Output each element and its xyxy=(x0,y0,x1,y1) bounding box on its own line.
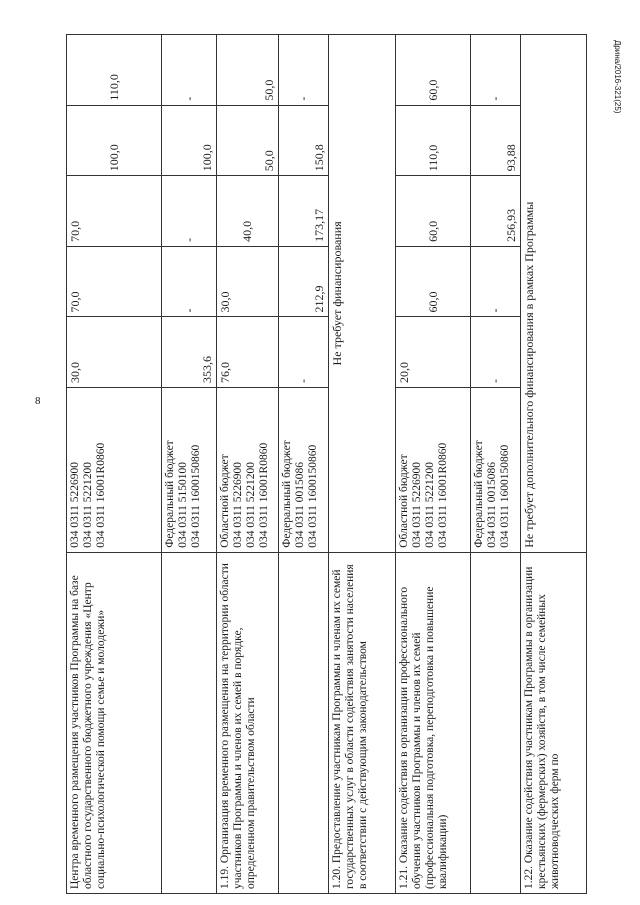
value-cell: 100,0 xyxy=(67,105,162,176)
value-cell: 50,0 xyxy=(217,105,279,176)
table-row xyxy=(67,35,162,894)
value-cell: 20,0 xyxy=(396,317,471,388)
value-cell: - xyxy=(162,176,217,247)
value-cell: 70,0 xyxy=(67,246,162,317)
value-cell: - xyxy=(279,317,329,388)
value-cell: 110,0 xyxy=(67,35,162,106)
row-description: Центра временного размещения участников Программы на базе областного государственного бюджетного учреждения «Центр социально-психологической помощи семье и молодежи» xyxy=(67,552,162,893)
value-cell: 100,0 xyxy=(162,105,217,176)
value-cell: 173,17 xyxy=(279,176,329,247)
value-cell: 150,8 xyxy=(279,105,329,176)
value-cell: - xyxy=(162,35,217,106)
program-table xyxy=(66,34,587,894)
table-row xyxy=(396,35,471,894)
value-cell: 93,88 xyxy=(471,105,521,176)
row-description: 1.22. Оказание содействия участникам Программы в организации крестьянских (фермерских) хозяйств, в том числе семейных животноводческих ферм по xyxy=(521,552,587,893)
value-cell: 60,0 xyxy=(396,176,471,247)
value-cell: 256,93 xyxy=(471,176,521,247)
row-description: 1.21. Оказание содействия в организации профессионального обучения участников Программы и членов их семей (профессиональная подготовка, переподготовка и повышение квалификации) xyxy=(396,552,471,893)
budget-codes: Федеральный бюджет 034 0311 5150100 034 0311 1600150860 xyxy=(162,388,217,553)
table-row xyxy=(217,35,279,894)
budget-codes: Областной бюджет 034 0311 5226900 034 0311 5221200 034 0311 16001R0860 xyxy=(396,388,471,553)
value-cell: 212,9 xyxy=(279,246,329,317)
value-cell: 70,0 xyxy=(67,176,162,247)
value-cell: 76,0 xyxy=(217,317,279,388)
value-cell: 110,0 xyxy=(396,105,471,176)
merged-note: Не требует дополнительного финансирования в рамках Программы xyxy=(521,35,587,553)
budget-codes: Федеральный бюджет 034 0311 0015086 034 0311 1600150860 xyxy=(279,388,329,553)
value-cell: - xyxy=(279,35,329,106)
table-row xyxy=(162,35,217,894)
row-description: 1.20. Предоставление участникам Программы и членам их семей государственных услуг в области содействия занятости населения в соответствии с действующим законодательством xyxy=(329,552,396,893)
merged-note: Не требует финансирования xyxy=(329,35,396,553)
row-description xyxy=(162,552,217,893)
value-cell: 30,0 xyxy=(217,246,279,317)
value-cell: 60,0 xyxy=(396,35,471,106)
value-cell: - xyxy=(471,246,521,317)
table-row xyxy=(471,35,521,894)
value-cell: - xyxy=(162,246,217,317)
value-cell: - xyxy=(471,35,521,106)
document-stamp: Дрина/2016-321(25) xyxy=(613,40,622,114)
table-row xyxy=(329,35,396,894)
value-cell: 40,0 xyxy=(217,176,279,247)
value-cell: 353,6 xyxy=(162,317,217,388)
table-row xyxy=(279,35,329,894)
budget-codes: 034 0311 5226900 034 0311 5221200 034 0311 16001R0860 xyxy=(67,388,162,553)
value-cell: - xyxy=(471,317,521,388)
value-cell: 30,0 xyxy=(67,317,162,388)
budget-codes: Федеральный бюджет 034 0311 0015086 034 0311 1600150860 xyxy=(471,388,521,553)
value-cell: 50,0 xyxy=(217,35,279,106)
value-cell: 60,0 xyxy=(396,246,471,317)
row-description xyxy=(471,552,521,893)
rotated-table-container xyxy=(66,34,586,894)
budget-codes: Областной бюджет 034 0311 5226900 034 0311 5221200 034 0311 16001R0860 xyxy=(217,388,279,553)
row-description xyxy=(279,552,329,893)
page-number: 8 xyxy=(35,395,41,407)
row-description: 1.19. Организация временного размещения на территории области участников Программы и членов их семей в порядке, определенном правительством области xyxy=(217,552,279,893)
table-row xyxy=(521,35,587,894)
